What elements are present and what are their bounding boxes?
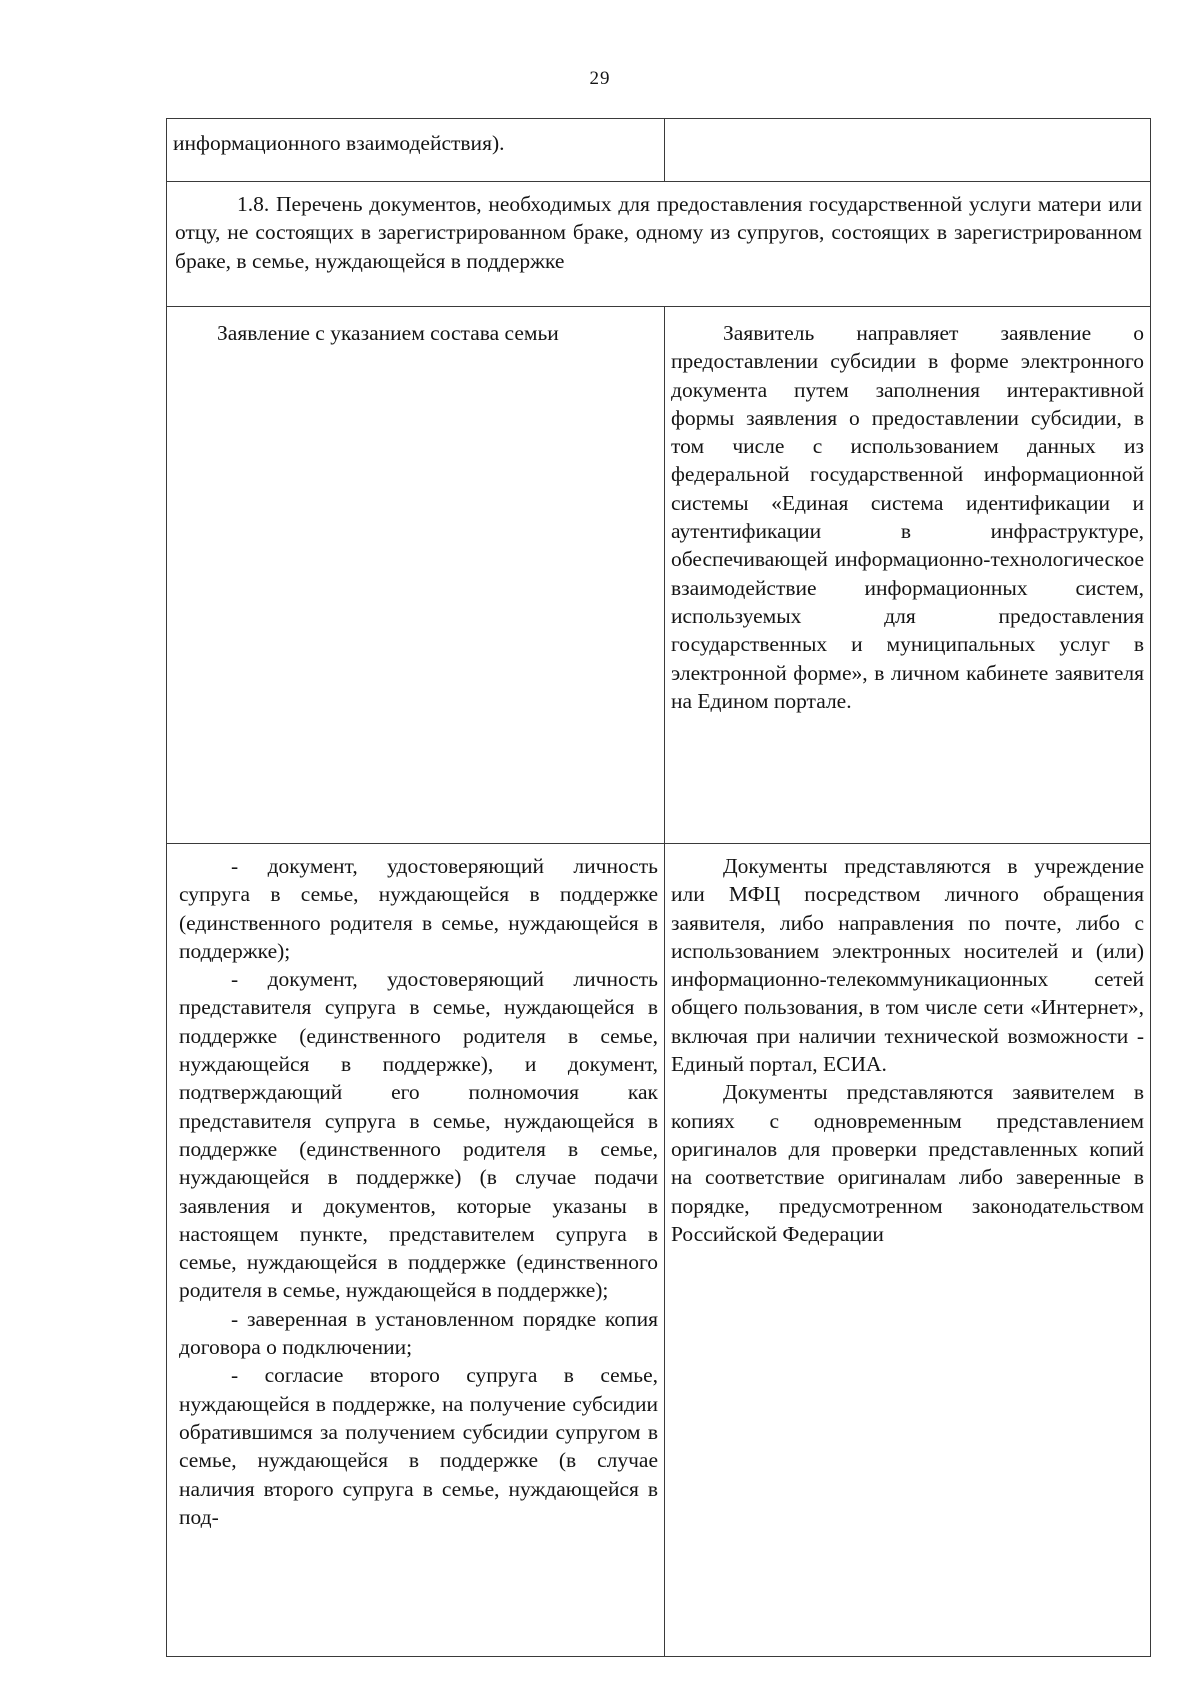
section-heading-text: 1.8. Перечень документов, необходимых для предоставления государственной услуги матери или отцу, не состоящих в зарегистрированном браке, одному из супругов, состоящих в зарегистрированном браке, в семье, нуждающейся в поддержке [175, 192, 1142, 273]
table-cell-right [665, 119, 1151, 182]
paragraph: Документы представляются заявителем в копиях с одновременным представлением оригиналов для проверки представленных копий на соответствие оригиналам либо заверенные в порядке, предусмотренном законодательством Российской Федерации [671, 1080, 1144, 1246]
document-name-cell: Заявление с указанием состава семьи [167, 307, 665, 844]
section-heading [167, 182, 1151, 307]
list-item: - согласие второго супруга в семье, нуждающейся в поддержке, на получение субсидии обратившимся за получением субсидии супругом в семье, нуждающейся в поддержке (в случае наличия второго супруга в семье, нуждающейся в под- [179, 1363, 658, 1529]
list-item: - заверенная в установленном порядке копия договора о подключении; [179, 1306, 658, 1360]
list-item: - документ, удостоверяющий личность представителя супруга в семье, нуждающейся в поддержке (единственного родителя в семье, нуждающейся в поддержке), и документ, подтверждающий его полномочия как представителя супруга в семье, нуждающейся в поддержке (единственного родителя в семье, нуждающейся в поддержке) (в случае подачи заявления и документов, которые указаны в настоящем пункте, представителем супруга в семье, нуждающейся в поддержке (единственного родителя в семье, нуждающейся в поддержке); [179, 967, 658, 1303]
paragraph: Документы представляются в учреждение или МФЦ посредством личного обращения заявителя, либо направления по почте, либо с использованием электронных носителей и (или) информационно-телекоммуникационных сетей общего пользования, в том числе сети «Интернет», включая при наличии технической возможности - Единый портал, ЕСИА. [671, 854, 1144, 1077]
documents-table [166, 118, 1151, 1657]
table-row [167, 119, 1151, 182]
submission-rules-cell [665, 844, 1151, 1657]
paragraph: Заявитель направляет заявление о предоставлении субсидии в форме электронного документа путем заполнения интерактивной формы заявления о предоставлении субсидии, в том числе с использованием данных из федеральной государственной информационной системы «Единая система идентификации и аутентификации в инфраструктуре, обеспечивающей информационно-технологическое взаимодействие информационных систем, используемых для предоставления государственных и муниципальных услуг в электронной форме», в личном кабинете заявителя на Едином портале. [671, 321, 1144, 713]
page-number: 29 [589, 68, 611, 89]
list-item: - документ, удостоверяющий личность супруга в семье, нуждающейся в поддержке (единственного родителя в семье, нуждающейся в поддержке); [179, 854, 658, 963]
table-row [167, 307, 1151, 844]
table-cell-left: информационного взаимодействия). [167, 119, 665, 182]
document-list-cell [167, 844, 665, 1657]
section-heading-row [167, 182, 1151, 307]
table-row [167, 844, 1151, 1657]
submission-method-cell [665, 307, 1151, 844]
